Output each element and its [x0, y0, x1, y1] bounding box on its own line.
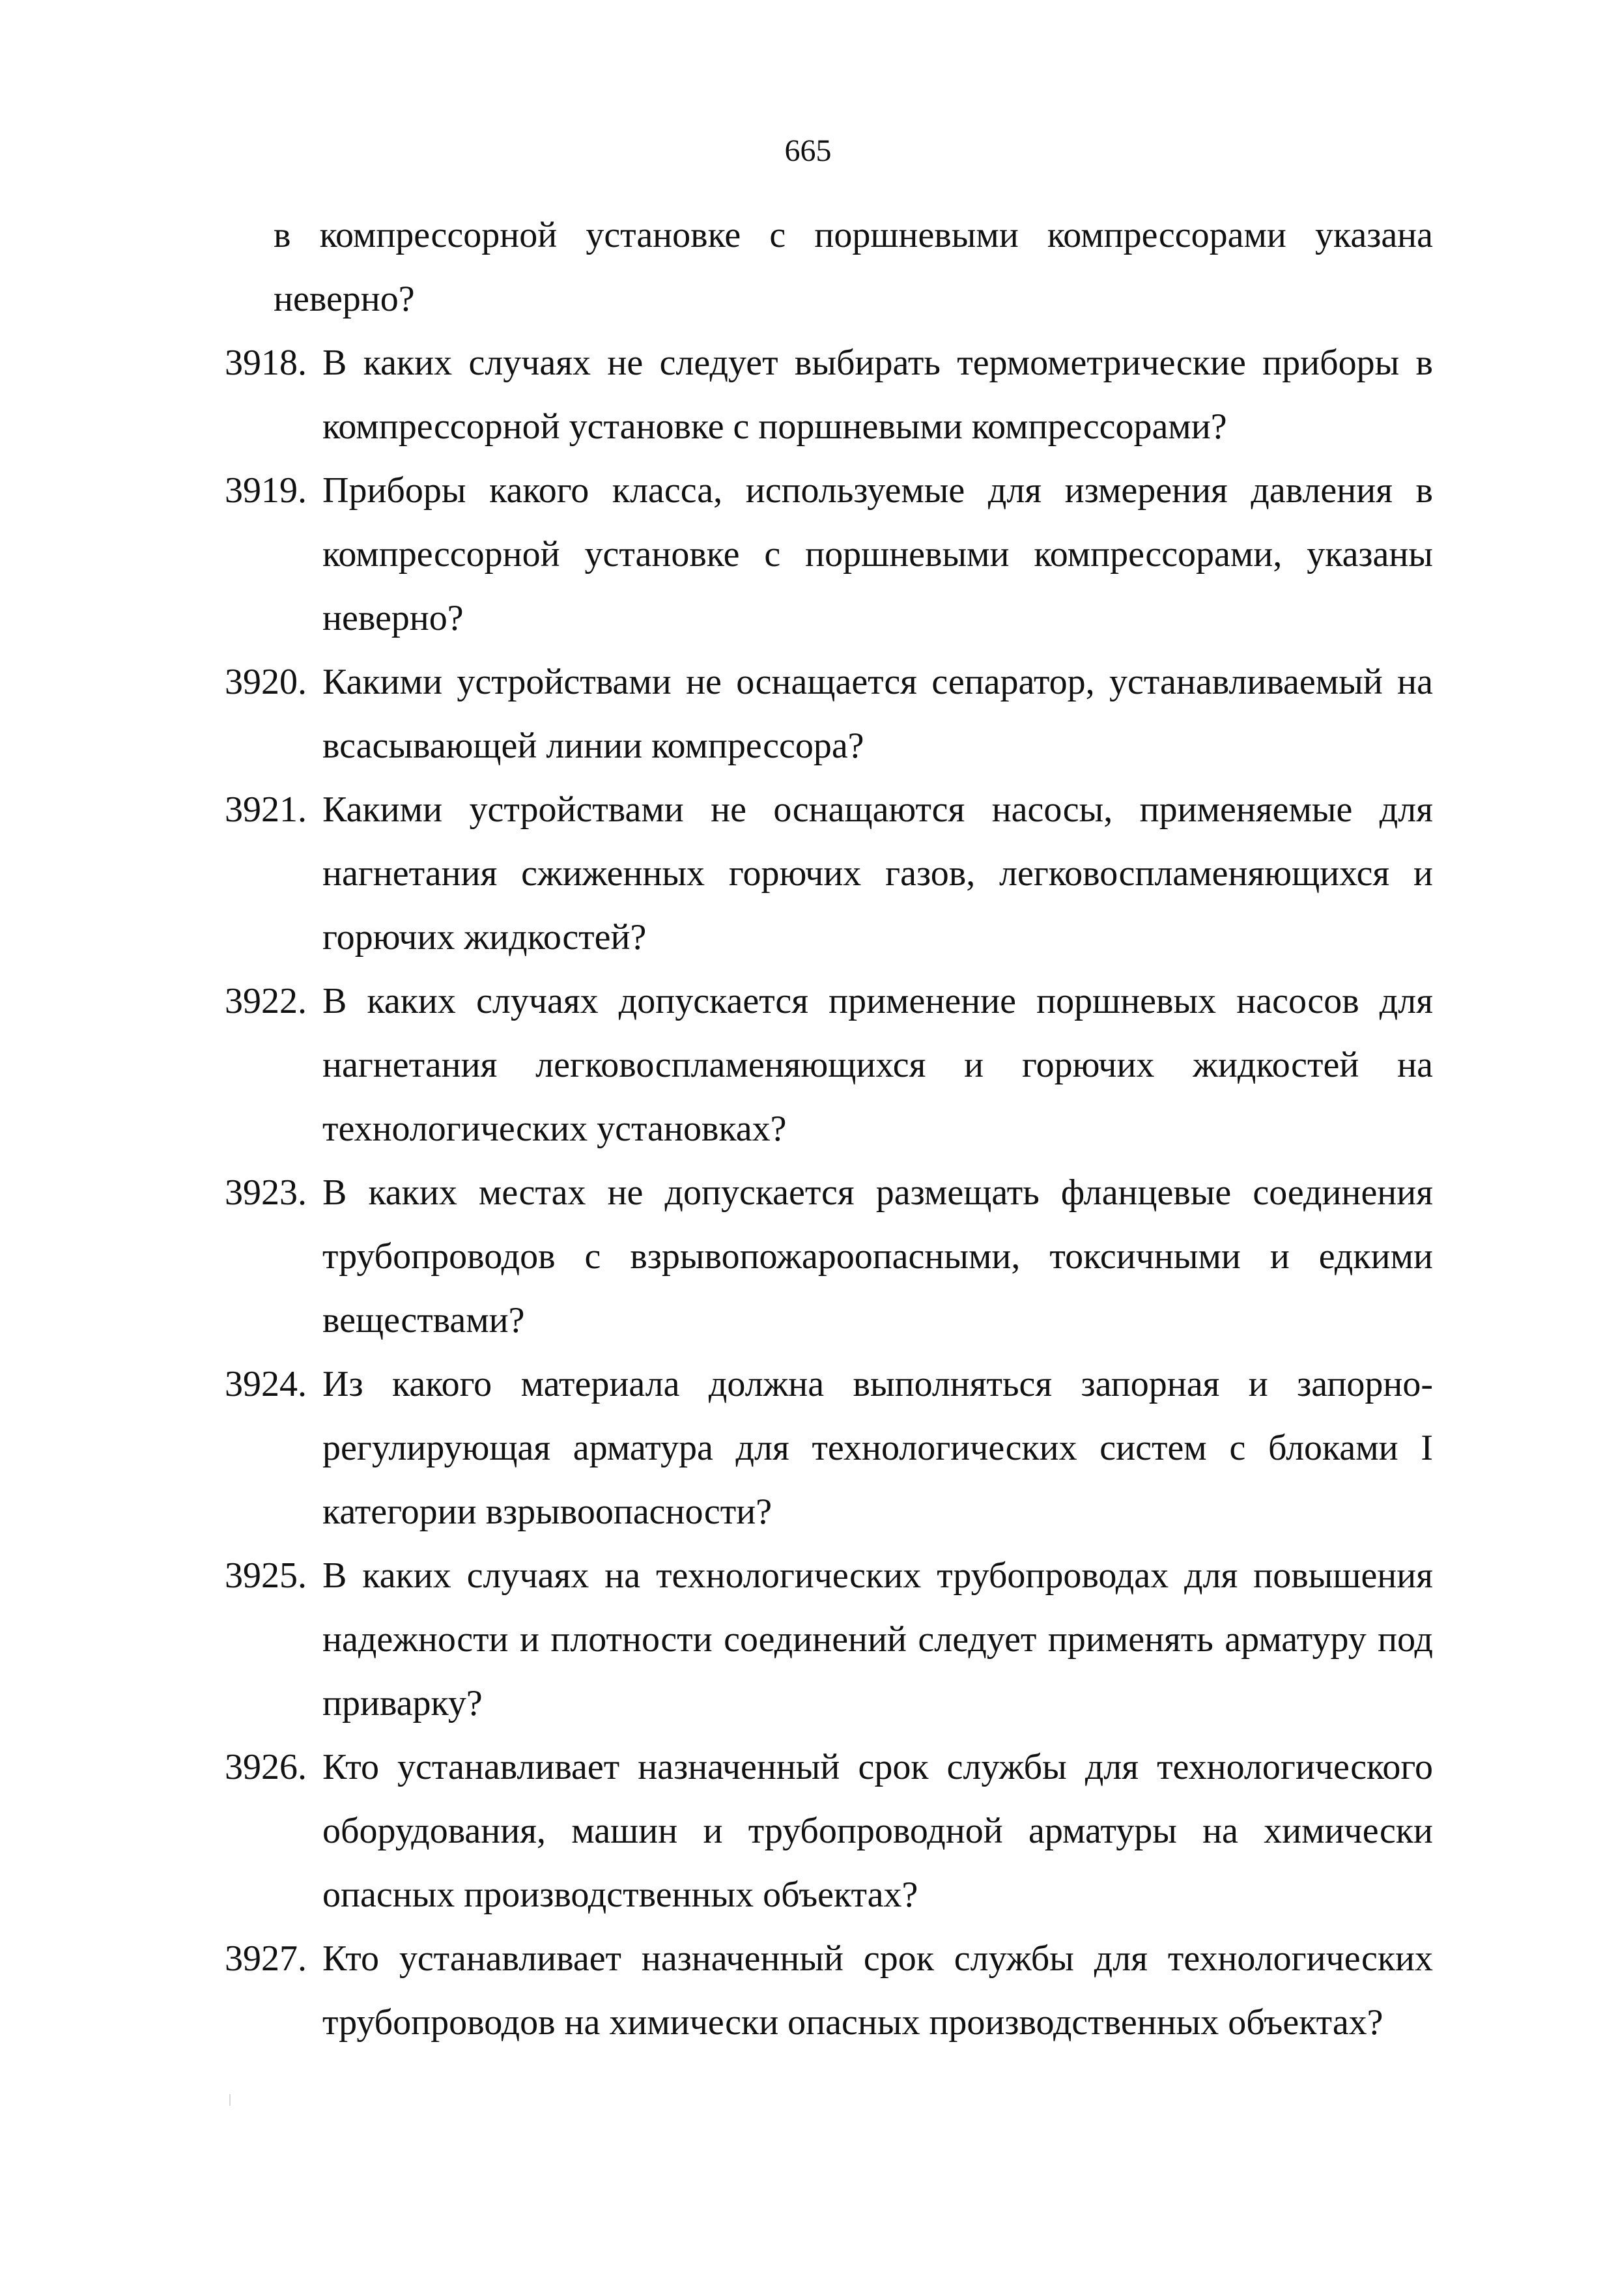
question-text: Из какого материала должна выполняться запорная и запорно-регулирующая арматура для технологических систем с блоками I категории взрывоопасности?: [322, 1364, 1433, 1532]
question-item: [225, 650, 1433, 778]
question-number: 3918.: [225, 343, 307, 383]
question-number: 3923.: [225, 1172, 307, 1213]
question-text: В каких местах не допускается размещать фланцевые соединения трубопроводов с взрывопожароопасными, токсичными и едкими веществами?: [322, 1172, 1433, 1340]
question-item: [225, 1927, 1433, 2054]
question-item: [225, 1161, 1433, 1352]
question-item: [225, 1544, 1433, 1735]
question-number: 3920.: [225, 662, 307, 702]
question-item: [225, 969, 1433, 1161]
question-text: Какими устройствами не оснащается сепаратор, устанавливаемый на всасывающей линии компрессора?: [322, 662, 1433, 766]
question-text: В каких случаях допускается применение поршневых насосов для нагнетания легковоспламеняющихся и горючих жидкостей на технологических установках?: [322, 981, 1433, 1149]
question-number: 3919.: [225, 470, 307, 511]
question-number: 3925.: [225, 1555, 307, 1596]
question-text: В каких случаях на технологических трубопроводах для повышения надежности и плотности соединений следует применять арматуру под приварку?: [322, 1555, 1433, 1723]
continuation-text: в компрессорной установке с поршневыми компрессорами указана неверно?: [274, 215, 1433, 319]
question-item: [225, 459, 1433, 650]
question-item: [225, 1735, 1433, 1927]
question-text: Кто устанавливает назначенный срок службы для технологического оборудования, машин и трубопроводной арматуры на химически опасных производственных объектах?: [322, 1747, 1433, 1915]
scan-artifact: [229, 2094, 231, 2106]
question-text: Приборы какого класса, используемые для измерения давления в компрессорной установке с поршневыми компрессорами, указаны неверно?: [322, 470, 1433, 638]
question-number: 3922.: [225, 981, 307, 1021]
question-item: [225, 778, 1433, 969]
question-number: 3924.: [225, 1364, 307, 1404]
page-number: 665: [784, 134, 832, 168]
question-text: В каких случаях не следует выбирать термометрические приборы в компрессорной установке с поршневыми компрессорами?: [322, 343, 1433, 447]
question-text: Какими устройствами не оснащаются насосы, применяемые для нагнетания сжиженных горючих газов, легковоспламеняющихся и горючих жидкостей?: [322, 789, 1433, 957]
question-text: Кто устанавливает назначенный срок службы для технологических трубопроводов на химически опасных производственных объектах?: [322, 1938, 1433, 2043]
question-number: 3921.: [225, 789, 307, 830]
question-number: 3926.: [225, 1747, 307, 1787]
question-item: [225, 1352, 1433, 1544]
question-list: [225, 203, 1433, 2054]
question-item: [225, 331, 1433, 459]
question-number: 3927.: [225, 1938, 307, 1979]
